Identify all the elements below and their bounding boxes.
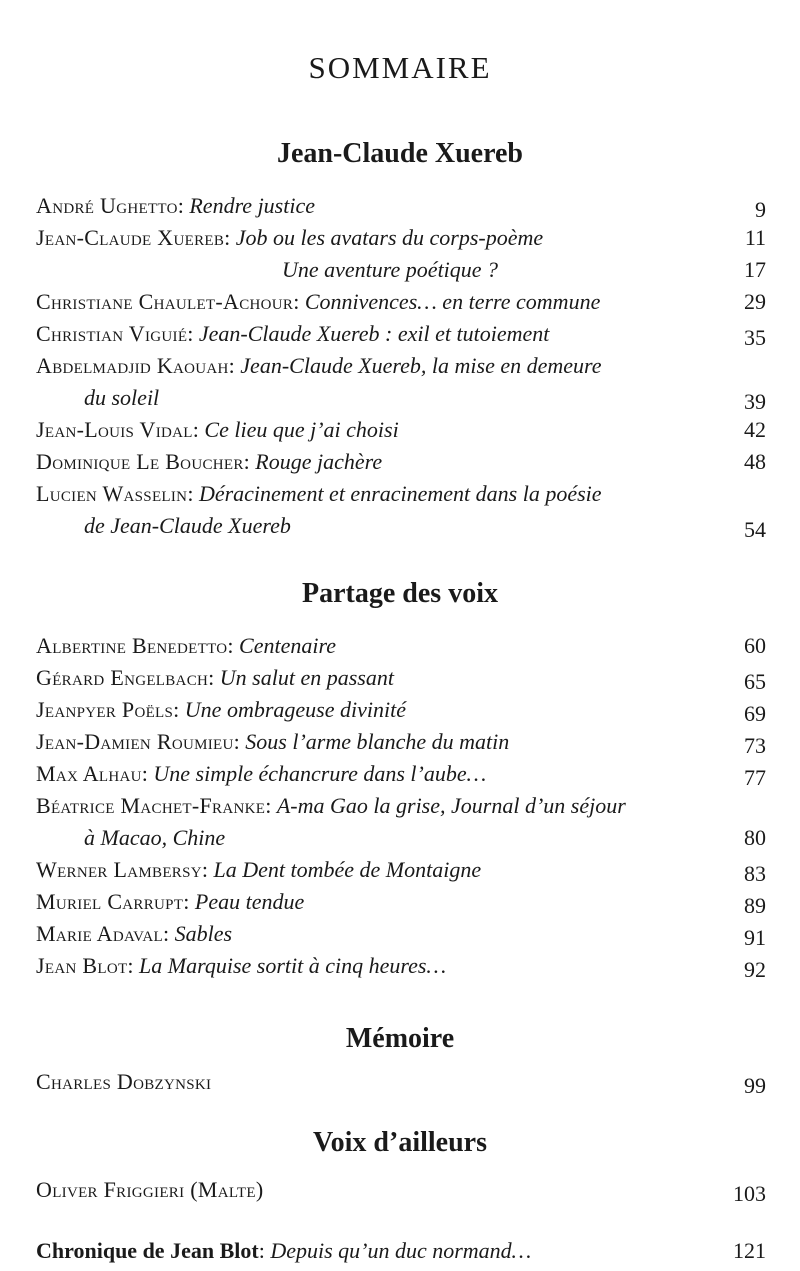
entry-title: Jean-Claude Xuereb : exil et tutoiement [198,321,550,346]
entry-author: André Ughetto [36,193,178,218]
entry-page-number: 69 [744,701,766,726]
entry-title: Job ou les avatars du corps-poème [235,225,544,250]
toc-entry[interactable] [36,950,766,982]
toc-chronique [36,1235,766,1267]
toc-entry[interactable] [36,694,766,726]
toc-entry[interactable] [36,446,766,478]
entry-author: Marie Adaval [36,921,163,946]
entry-page-number: 77 [744,765,766,790]
entry-title: Un salut en passant [219,665,394,690]
entry-page-number: 17 [744,257,766,282]
entry-page-number: 121 [733,1238,766,1263]
entry-separator: : [243,449,250,474]
toc-entry[interactable] [36,222,766,254]
entry-separator: : [227,633,234,658]
entry-title: Connivences… en terre commune [304,289,601,314]
entry-page-number: 103 [733,1181,766,1206]
entry-page-number: 65 [744,669,766,694]
entry-page-number: 89 [744,893,766,918]
entry-page-number: 60 [744,633,766,658]
toc-entry[interactable] [36,886,766,918]
entry-title: Rouge jachère [255,449,383,474]
entry-title: Peau tendue [194,889,305,914]
entry-author: Jean-Claude Xuereb [36,225,225,250]
entry-author: Albertine Benedetto [36,633,228,658]
entry-author: Christian Viguié [36,321,188,346]
entry-author: Jeanpyer Poëls [36,697,174,722]
entry-separator: : [127,953,134,978]
entry-author: Max Alhau [36,761,142,786]
entry-title: Déracinement et enracinement dans la poésie [198,481,602,506]
toc-entry[interactable] [36,758,766,790]
entry-title-continued: du soleil [84,385,160,410]
entry-author: Christiane Chaulet-Achour [36,289,294,314]
toc-entry[interactable] [36,286,766,318]
section-heading: Mémoire [345,1023,455,1054]
entry-separator: : [192,417,199,442]
entry-separator: : [224,225,231,250]
entry-separator: : [201,857,209,882]
entry-author: Oliver Friggieri (Malte) [36,1177,264,1202]
toc-entry[interactable] [36,918,766,950]
entry-author: Gérard Engelbach [36,665,209,690]
toc-entry[interactable] [36,854,766,886]
entry-title: Depuis qu’un duc normand… [270,1238,532,1263]
section-heading: Partage des voix [302,578,498,609]
entry-page-number: 9 [755,197,766,222]
entry-page-number: 54 [744,517,766,542]
toc-section-1 [36,190,766,542]
entry-separator: : [293,289,300,314]
entry-title: Une ombrageuse divinité [184,697,406,722]
toc-entry[interactable] [36,1235,766,1267]
entry-separator: : [228,353,235,378]
entry-author: Lucien Wasselin [36,481,188,506]
entry-separator: : [183,889,190,914]
entry-title: A-ma Gao la grise, Journal d’un séjour [276,793,626,818]
entry-page-number: 42 [744,417,766,442]
entry-author: Jean-Louis Vidal [36,417,193,442]
entry-separator: : [265,793,272,818]
entry-title: Sables [174,921,233,946]
toc-entry[interactable] [36,478,766,542]
entry-page-number: 39 [744,389,766,414]
entry-title-continued: à Macao, Chine [84,825,226,850]
toc-section-4 [36,1174,766,1206]
entry-author: Jean Blot [36,953,128,978]
section-heading: Jean-Claude Xuereb [276,138,524,169]
toc-entry[interactable] [36,630,766,662]
entry-page-number: 80 [744,825,766,850]
entry-title: Sous l’arme blanche du matin [245,729,510,754]
toc-entry[interactable] [36,318,766,350]
toc-entry[interactable] [36,414,766,446]
entry-separator: : [208,665,215,690]
entry-separator: : [187,321,194,346]
entry-title: La Marquise sortit à cinq heures… [139,953,447,978]
entry-page-number: 91 [744,925,766,950]
toc-entry[interactable] [36,1066,766,1098]
entry-author: Charles Dobzynski [36,1069,212,1094]
entry-page-number: 35 [744,325,766,350]
entry-page-number: 99 [744,1073,766,1098]
entry-author: Chronique de Jean Blot [36,1238,259,1263]
entry-separator: : [177,193,184,218]
entry-page-number: 83 [744,861,766,886]
entry-title: Jean-Claude Xuereb, la mise en demeure [240,353,602,378]
entry-author: Béatrice Machet-Franke [36,793,266,818]
entry-page-number: 29 [744,289,766,314]
entry-separator: : [173,697,180,722]
entry-separator: : [141,761,148,786]
entry-title: Ce lieu que j’ai choisi [204,417,399,442]
toc-entry[interactable] [36,726,766,758]
entry-author: Abdelmadjid Kaouah [36,353,229,378]
entry-title-continued: de Jean-Claude Xuereb [84,513,291,538]
entry-author: Muriel Carrupt [36,889,184,914]
entry-author: Dominique Le Boucher [36,449,244,474]
toc-entry[interactable] [36,1174,766,1206]
toc-section-2 [36,630,766,982]
toc-entry[interactable] [36,190,766,222]
entry-page-number: 48 [744,449,766,474]
toc-entry[interactable] [36,790,766,854]
entry-page-number: 11 [744,225,766,250]
entry-page-number: 92 [744,957,766,982]
entry-title: Une aventure poétique ? [282,257,499,282]
section-heading: Voix d’ailleurs [313,1127,487,1158]
entry-title: La Dent tombée de Montaigne [213,857,482,882]
entry-separator: : [233,729,240,754]
page-title: SOMMAIRE [308,50,492,85]
entry-title: Rendre justice [189,193,315,218]
entry-title: Centenaire [239,633,336,658]
entry-separator: : [187,481,194,506]
entry-title: Une simple échancrure dans l’aube… [153,761,487,786]
entry-author: Werner Lambersy [36,857,202,882]
entry-separator: : [258,1238,265,1263]
entry-page-number: 73 [744,733,766,758]
toc-entry[interactable] [36,254,766,286]
entry-author: Jean-Damien Roumieu [36,729,234,754]
entry-separator: : [162,921,170,946]
toc-entry[interactable] [36,662,766,694]
toc-section-3 [36,1066,766,1098]
toc-entry[interactable] [36,350,766,414]
